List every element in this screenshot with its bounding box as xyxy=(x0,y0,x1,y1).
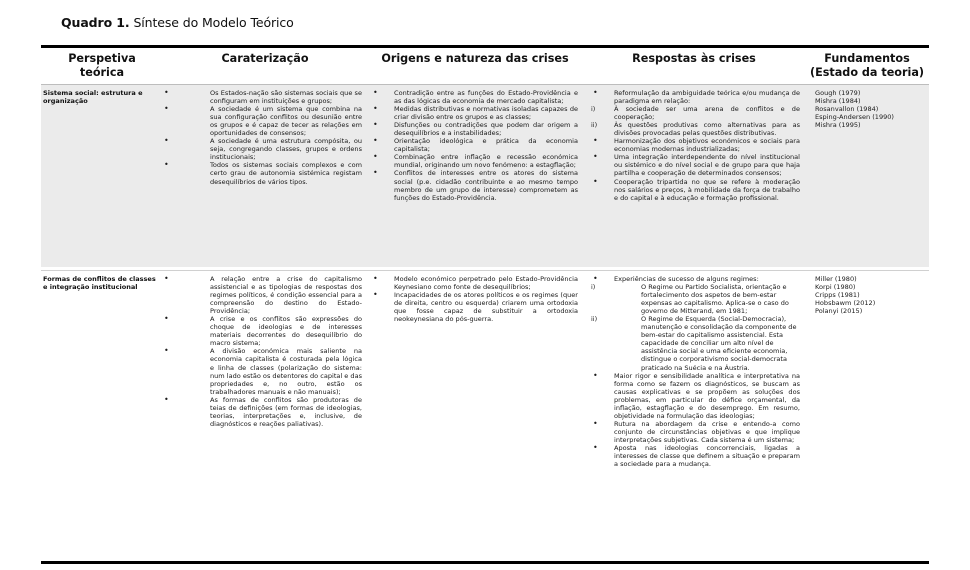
bullet-icon: • xyxy=(164,314,169,324)
roman-numeral-marker: ii) xyxy=(591,315,598,324)
list-item: • Cooperação tripartida no que se refere à moderação nos salários e preços, à mobilidade da força de trabalho e do capital e à educação e formação profissional. xyxy=(593,176,800,202)
bullet-icon: • xyxy=(373,120,378,130)
list-item: • A crise e os conflitos são expressões do choque de ideologias e de interesses materiais decorrentes do desequilíbrio do macro sistema; xyxy=(164,314,362,348)
bullet-icon: • xyxy=(373,152,378,162)
reference: Hobsbawm (2012) xyxy=(815,299,876,308)
list-item: ii) O Regime de Esquerda (Social-Democracia), manutenção e consolidação da componente de bem-estar do capitalismo assistencial. Esta capacidade de conciliar um alto nível de assistência social e uma eficiente economia, distingue o corporativismo social-democrata praticado na Suécia e na Áustria. xyxy=(591,315,797,372)
list-item: • Incapacidades de os atores políticos e os regimes (quer de direita, centro ou esquerda) criarem uma ortodoxia que fosse capaz de substituir a ortodoxia neokeynesiana do pós-guerra. xyxy=(373,290,578,324)
list-item: • Reformulação da ambiguidade teórica e/ou mudança de paradigma em relação: xyxy=(593,88,800,106)
bullet-icon: • xyxy=(593,418,598,428)
bullet-icon: • xyxy=(164,88,169,97)
bullet-icon: • xyxy=(373,168,378,178)
origens-list xyxy=(371,89,583,202)
list-item: • Maior rigor e sensibilidade analítica e interpretativa na forma como se fazem os diagnósticos, se buscam as causas explicativas e se propõem as soluções dos problemas, em particular do défice orçamental, da inflação, estagflação e do desemprego. Em resumo, objetividade na formulação das ideologias; xyxy=(593,370,800,420)
respostas-list xyxy=(591,275,805,468)
table-caption xyxy=(61,15,294,30)
caption-label: Quadro 1. xyxy=(61,15,130,30)
roman-numeral-marker: i) xyxy=(591,283,596,292)
list-item: • Disfunções ou contradições que podem dar origem a desequilíbrios e a instabilidades; xyxy=(373,120,578,138)
bullet-icon: • xyxy=(164,104,169,114)
list-item: • Orientação ideológica e prática da economia capitalista; xyxy=(373,136,578,154)
list-item: • Combinação entre inflação e recessão económica mundial, originando um novo fenómeno: a estagflação; xyxy=(373,152,578,170)
table-row xyxy=(41,270,929,563)
list-item: i) À sociedade ser uma arena de conflitos e de cooperação; xyxy=(591,105,800,122)
bullet-icon: • xyxy=(593,274,598,283)
reference: Korpi (1980) xyxy=(815,283,856,292)
bullet-icon: • xyxy=(593,88,598,97)
synthesis-table xyxy=(41,45,929,563)
header-fundamentos: Fundamentos (Estado da teoria) xyxy=(810,52,924,79)
bullet-icon: • xyxy=(593,176,598,186)
header-caraterizacao: Caraterização xyxy=(221,52,309,65)
list-item: • Rutura na abordagem da crise e entendo-a como conjunto de circunstâncias objetivas e que implique interpretações subjetivas. Cada sistema é um sistema; xyxy=(593,418,800,444)
fundamentos-cell xyxy=(805,85,929,267)
list-item: • Conflitos de interesses entre os atores do sistema social (p.e. cidadão contribuinte e ao mesmo tempo membro de um grupo de interesse) comprometem as funções do Estado-Providência. xyxy=(373,168,578,202)
list-item: ii) Às questões produtivas como alternativas para as divisões provocadas pelas questões distributivas. xyxy=(591,121,800,138)
bullet-icon: • xyxy=(164,136,169,146)
bullet-icon: • xyxy=(164,346,169,356)
list-item: • Uma integração interdependente do nível institucional ou sistémico e do nível social e de grupo para que haja partilha e cooperação de determinados consensos; xyxy=(593,152,800,178)
bullet-icon: • xyxy=(373,88,378,97)
reference: Gough (1979) xyxy=(815,89,861,97)
bullet-icon: • xyxy=(373,290,378,300)
list-item: • Modelo económico perpetrado pelo Estado-Providência Keynesiano como fonte de desequilíbrios; xyxy=(373,274,578,292)
caraterizacao-cell xyxy=(163,85,367,267)
list-item: • A sociedade é uma estrutura compósita, ou seja, congregando classes, grupos e ordens institucionais; xyxy=(164,136,362,162)
bullet-icon: • xyxy=(164,394,169,404)
reference: Miller (1980) xyxy=(815,275,857,283)
roman-numeral-marker: i) xyxy=(591,105,596,114)
list-item: • A relação entre a crise do capitalismo assistencial e as tipologias de respostas dos regimes políticos, é condição essencial para a compreensão do destino do Estado-Providência; xyxy=(164,274,362,316)
list-item: • A sociedade é um sistema que combina na sua configuração conflitos ou desunião entre os grupos e é capaz de tecer as relações em oportunidades de consensos; xyxy=(164,104,362,138)
table-row xyxy=(41,85,929,267)
roman-numeral-marker: ii) xyxy=(591,121,598,130)
respostas-cell xyxy=(583,271,805,563)
caraterizacao-list xyxy=(164,88,367,186)
header-origens: Origens e natureza das crises xyxy=(381,52,569,65)
header-respostas: Respostas às crises xyxy=(632,52,756,65)
origens-cell xyxy=(367,271,583,563)
header-perspetiva: Perspetiva teórica xyxy=(68,52,136,79)
list-item: • Contradição entre as funções do Estado-Providência e as das lógicas da economia de mercado capitalista; xyxy=(373,88,578,106)
list-item: i) O Regime ou Partido Socialista, orientação e fortalecimento dos aspetos de bem-estar expensas ao capitalismo. Aplica-se o caso do governo de Mitterand, em 1981; xyxy=(591,283,789,316)
bullet-icon: • xyxy=(593,152,598,162)
bullet-icon: • xyxy=(164,160,169,170)
caption-title: Síntese do Modelo Teórico xyxy=(133,15,294,30)
bullet-icon: • xyxy=(373,136,378,146)
bullet-icon: • xyxy=(593,442,598,452)
reference: Mishra (1995) xyxy=(815,121,861,130)
caraterizacao-cell xyxy=(163,271,367,563)
list-item: • As formas de conflitos são produtoras de teias de definições (em formas de ideologias, teorias, interpretações e, inclusive, de diagnósticos e reações paliativas). xyxy=(164,394,362,428)
origens-list xyxy=(371,275,583,323)
reference: Esping-Andersen (1990) xyxy=(815,113,894,122)
caraterizacao-list xyxy=(164,274,367,428)
list-item: • Os Estados-nação são sistemas sociais que se configuram em instituições e grupos; xyxy=(164,88,362,106)
respostas-cell xyxy=(583,85,805,267)
reference: Mishra (1984) xyxy=(815,97,861,106)
list-item: • A divisão económica mais saliente na economia capitalista é costurada pela lógica e linha de classes (polarização do sistema: num lado estão os detentores do capital e das propriedades e, no outro, estão os trabalhadores manuais e não manuais); xyxy=(164,346,362,396)
bullet-icon: • xyxy=(373,104,378,114)
list-item: • Experiências de sucesso de alguns regimes: xyxy=(593,274,759,283)
reference: Cripps (1981) xyxy=(815,291,860,300)
respostas-list xyxy=(591,89,805,202)
fundamentos-cell xyxy=(805,271,929,563)
bullet-icon: • xyxy=(593,370,598,380)
reference: Rosanvallon (1984) xyxy=(815,105,879,114)
list-item: • Todos os sistemas sociais complexos e com certo grau de autonomia sistémica registam desequilíbrios de vários tipos. xyxy=(164,160,362,186)
perspetiva-cell: Formas de conflitos de classes e integração institucional xyxy=(43,275,156,292)
table-header-row xyxy=(41,48,929,85)
list-item: • Medidas distributivas e normativas isoladas capazes de criar divisão entre os grupos e as classes; xyxy=(373,104,578,122)
reference: Polanyi (2015) xyxy=(815,307,863,316)
list-item: • Aposta nas ideologias concorrenciais, ligadas a interesses de classe que definem a situação e preparam a sociedade para a mudança. xyxy=(593,442,800,469)
table-bottom-rule xyxy=(41,561,929,564)
bullet-icon: • xyxy=(164,274,169,283)
perspetiva-cell: Sistema social: estrutura e organização xyxy=(43,89,143,106)
bullet-icon: • xyxy=(373,274,378,283)
bullet-icon: • xyxy=(593,136,598,146)
list-item: • Harmonização dos objetivos económicos e sociais para economias modernas industrializadas; xyxy=(593,136,800,154)
origens-cell xyxy=(367,85,583,267)
